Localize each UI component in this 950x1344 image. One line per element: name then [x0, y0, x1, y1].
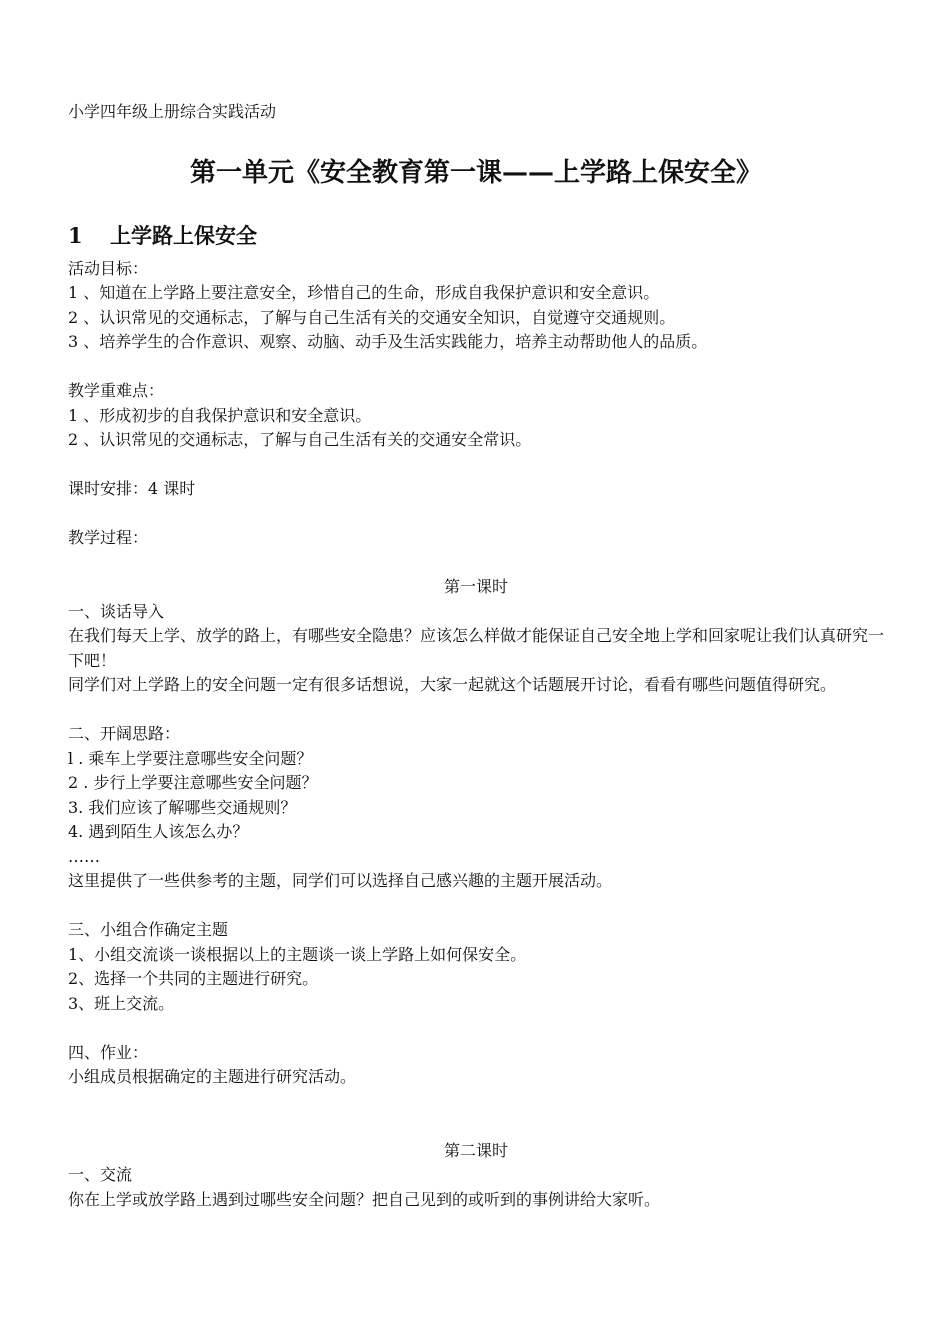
- document-subtitle: 小学四年级上册综合实践活动: [68, 102, 277, 121]
- lesson-1-part-1-heading: 一、谈话导入: [68, 601, 165, 621]
- list-item: l . 乘车上学要注意哪些安全问题？: [68, 748, 313, 768]
- paragraph: 小组成员根据确定的主题进行研究活动。: [68, 1067, 357, 1086]
- lesson-1-title: 第一课时: [443, 577, 508, 596]
- section-title: 上学路上保安全: [110, 222, 257, 248]
- ellipsis-line: ……: [68, 846, 100, 866]
- lesson-2-title: 第二课时: [443, 1140, 508, 1160]
- key-points-heading: 教学重难点：: [68, 381, 165, 400]
- list-item: 2 . 步行上学要注意哪些安全问题？: [68, 773, 318, 792]
- lesson-1-part-2-heading: 二、开阔思路：: [68, 724, 181, 743]
- document-title: 第一单元《安全教育第一课——上学路上保安全》: [189, 157, 762, 188]
- key-point-item: 1 、形成初步的自我保护意识和安全意识。: [68, 405, 372, 425]
- goal-item: 1 、知道在上学路上要注意安全，珍惜自己的生命，形成自我保护意识和安全意识。: [68, 283, 660, 302]
- goal-item: 2 、认识常见的交通标志，了解与自己生活有关的交通安全知识，自觉遵守交通规则。: [68, 307, 676, 327]
- process-heading: 教学过程：: [68, 528, 149, 547]
- lesson-1-part-3-heading: 三、小组合作确定主题: [68, 920, 229, 939]
- list-item: 2、选择一个共同的主题进行研究。: [68, 969, 319, 988]
- section-number: 1: [68, 222, 83, 248]
- section-heading: [68, 221, 884, 251]
- lesson-1-part-4-heading: 四、作业：: [68, 1042, 149, 1062]
- key-point-item: 2 、认识常见的交通标志，了解与自己生活有关的交通安全常识。: [68, 430, 532, 449]
- goals-heading: 活动目标：: [68, 258, 149, 278]
- list-item: 1、小组交流谈一谈根据以上的主题谈一谈上学路上如何保安全。: [68, 944, 527, 964]
- paragraph: 同学们对上学路上的安全问题一定有很多话想说，大家一起就这个话题展开讨论，看看有哪些问题值得研究。: [68, 675, 837, 694]
- list-item: 4. 遇到陌生人该怎么办？: [68, 822, 249, 841]
- lesson-2-part-1-heading: 一、交流: [68, 1165, 133, 1184]
- goal-item: 3 、培养学生的合作意识、观察、动脑、动手及生活实践能力，培养主动帮助他人的品质。: [68, 332, 708, 351]
- paragraph: 在我们每天上学、放学的路上，有哪些安全隐患？应该怎么样做才能保证自己安全地上学和回家呢让我们认真研究一下吧！: [68, 626, 885, 670]
- document-page: [68, 100, 884, 1212]
- paragraph: 这里提供了一些供参考的主题，同学们可以选择自己感兴趣的主题开展活动。: [68, 871, 613, 890]
- list-item: 3. 我们应该了解哪些交通规则？: [68, 797, 297, 817]
- schedule-line: 课时安排：4 课时: [68, 479, 196, 498]
- list-item: 3、班上交流。: [68, 993, 175, 1013]
- paragraph: 你在上学或放学路上遇到过哪些安全问题？把自己见到的或听到的事例讲给大家听。: [68, 1189, 661, 1209]
